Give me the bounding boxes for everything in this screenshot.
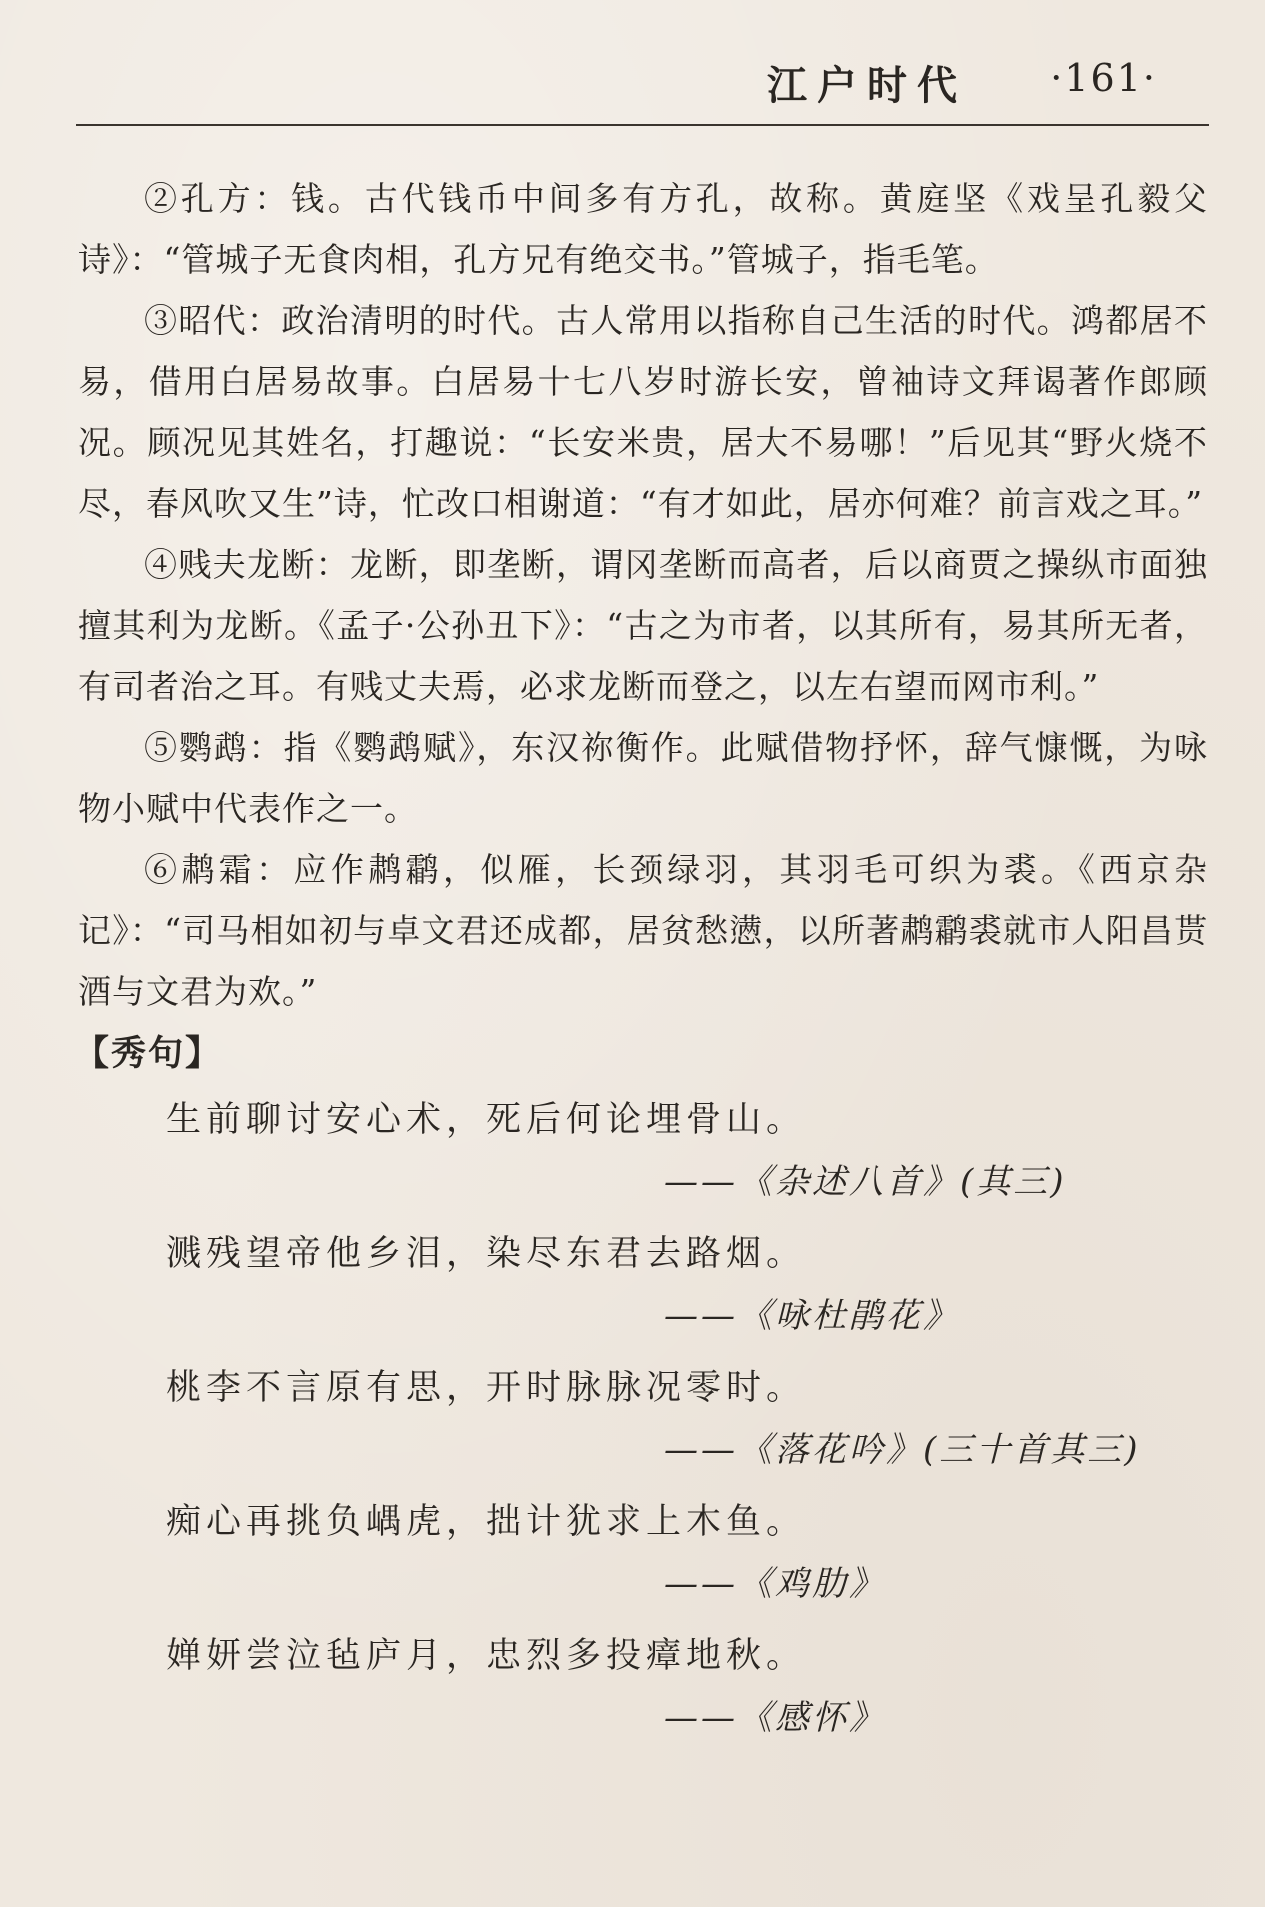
- verse-source: ——《咏杜鹃花》: [664, 1296, 960, 1336]
- section-heading: 【秀句】: [74, 1034, 223, 1074]
- page-body: [74, 168, 1208, 1760]
- verse-line: 婵妍尝泣毡庐月，忠烈多投瘴地秋。: [166, 1636, 807, 1676]
- footnote-3: ③昭代：政治清明的时代。古人常用以指称自己生活的时代。鸿都居不易，借用白居易故事。白居易十七八岁时游长安，曾袖诗文拜谒著作郎顾况。顾况见其姓名，打趣说：“长安米贵，居大不易哪！”后见其“野火烧不尽，春风吹又生”诗，忙改口相谢道：“有才如此，居亦何难？前言戏之耳。”: [78, 301, 1208, 523]
- running-header: [76, 48, 1205, 118]
- verse-line: 生前聊讨安心术，死后何论埋骨山。: [166, 1100, 807, 1140]
- verse-line: 桃李不言原有思，开时脉脉况零时。: [166, 1368, 807, 1408]
- verse-source: ——《杂述八首》(其三): [664, 1162, 1067, 1202]
- verse-source: ——《落花吟》(三十首其三): [664, 1430, 1141, 1470]
- verse-source: ——《感怀》: [664, 1698, 886, 1738]
- chapter-title: 江户时代: [767, 62, 967, 109]
- verse-source: ——《鸡肋》: [664, 1564, 886, 1604]
- verse-line: 痴心再挑负嵎虎，拙计犹求上木鱼。: [166, 1502, 807, 1542]
- footnote-5: ⑤鹦鹉：指《鹦鹉赋》，东汉祢衡作。此赋借物抒怀，辞气慷慨，为咏物小赋中代表作之一。: [78, 728, 1208, 828]
- footnote-4: ④贱夫龙断：龙断，即垄断，谓冈垄断而高者，后以商贾之操纵市面独擅其利为龙断。《孟子·公孙丑下》：“古之为市者，以其所有，易其所无者，有司者治之耳。有贱丈夫焉，必求龙断而登之，以左右望而网市利。”: [78, 545, 1208, 706]
- page-number: ·161·: [1050, 56, 1157, 100]
- header-rule: [76, 124, 1209, 126]
- footnote-6: ⑥鹔霜：应作鹔鹴，似雁，长颈绿羽，其羽毛可织为裘。《西京杂记》：“司马相如初与卓文君还成都，居贫愁懑，以所著鹔鹴裘就市人阳昌贳酒与文君为欢。”: [78, 850, 1208, 1011]
- footnote-2: ②孔方：钱。古代钱币中间多有方孔，故称。黄庭坚《戏呈孔毅父诗》：“管城子无食肉相，孔方兄有绝交书。”管城子，指毛笔。: [78, 179, 1208, 279]
- verse-line: 溅残望帝他乡泪，染尽东君去路烟。: [166, 1234, 807, 1274]
